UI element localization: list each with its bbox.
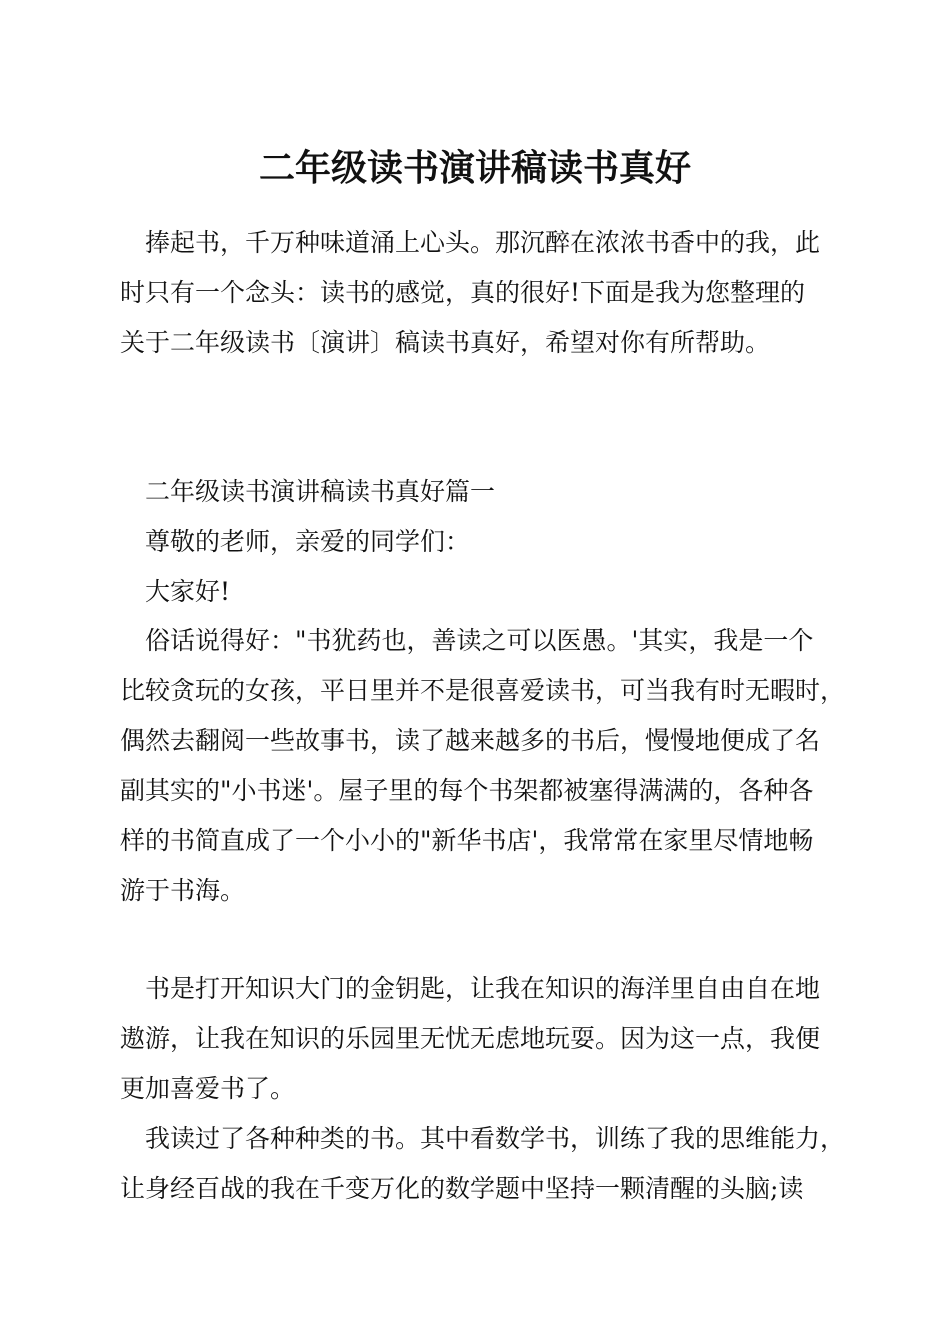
- paragraph-line: 副其实的"小书迷'。屋子里的每个书架都被塞得满满的，各种各: [120, 776, 814, 805]
- paragraph-line: 让身经百战的我在千变万化的数学题中坚持一颗清醒的头脑;读: [120, 1174, 804, 1203]
- intro-line: 时只有一个念头：读书的感觉，真的很好!下面是我为您整理的: [120, 278, 806, 307]
- document-title: 二年级读书演讲稿读书真好: [258, 147, 691, 189]
- paragraph-line: 我读过了各种种类的书。其中看数学书，训练了我的思维能力，: [120, 1124, 846, 1153]
- section-heading: 二年级读书演讲稿读书真好篇一: [120, 477, 496, 506]
- paragraph-line: 比较贪玩的女孩，平日里并不是很喜爱读书，可当我有时无暇时，: [120, 676, 846, 705]
- paragraph-line: 书是打开知识大门的金钥匙，让我在知识的海洋里自由自在地: [120, 974, 821, 1003]
- intro-line: 捧起书，千万种味道涌上心头。那沉醉在浓浓书香中的我，此: [120, 228, 821, 257]
- hello-line: 大家好!: [120, 577, 231, 606]
- paragraph-line: 更加喜爱书了。: [120, 1074, 296, 1103]
- greeting-line: 尊敬的老师，亲爱的同学们：: [120, 527, 471, 556]
- paragraph-line: 俗话说得好："书犹药也，善读之可以医愚。'其实，我是一个: [120, 626, 814, 655]
- paragraph-line: 遨游，让我在知识的乐园里无忧无虑地玩耍。因为这一点，我便: [120, 1024, 821, 1053]
- paragraph-line: 样的书简直成了一个小小的"新华书店'，我常常在家里尽情地畅: [120, 826, 814, 855]
- paragraph-line: 偶然去翻阅一些故事书，读了越来越多的书后，慢慢地便成了名: [120, 726, 821, 755]
- paragraph-line: 游于书海。: [120, 876, 246, 905]
- intro-line: 关于二年级读书〔演讲〕稿读书真好，希望对你有所帮助。: [120, 328, 771, 357]
